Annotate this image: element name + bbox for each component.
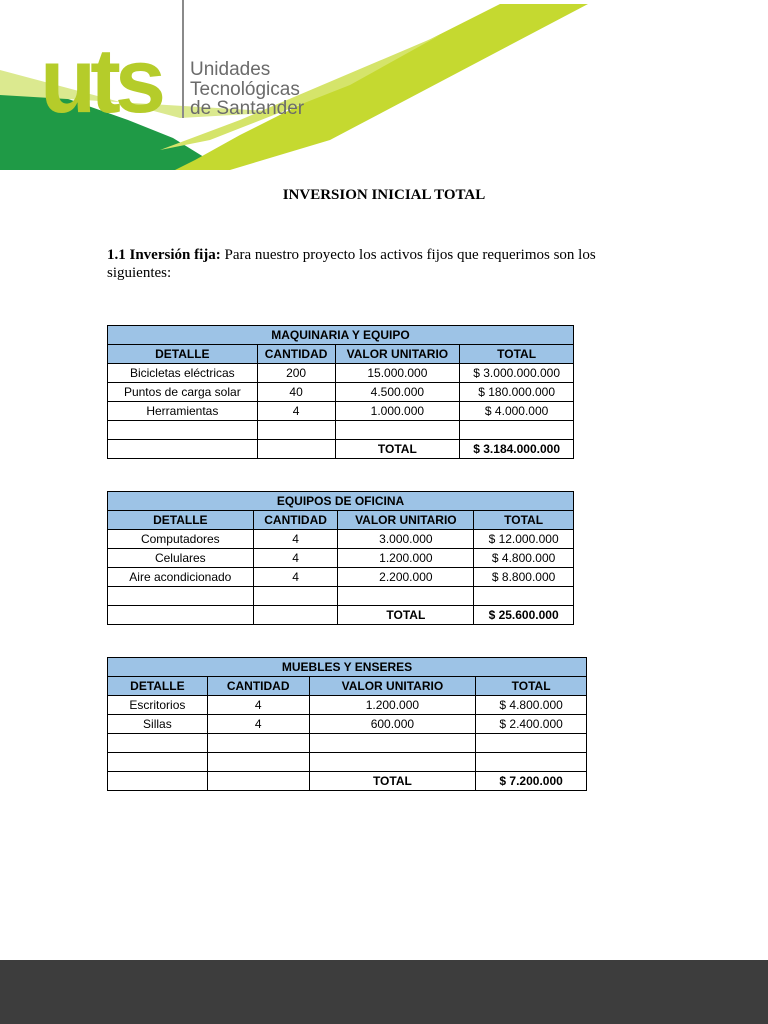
table-row bbox=[108, 696, 587, 715]
cell-valor-unitario bbox=[338, 587, 474, 606]
cell-total: $ 12.000.000 bbox=[474, 530, 574, 549]
cell-empty bbox=[257, 440, 335, 459]
column-header: TOTAL bbox=[476, 677, 587, 696]
cell-detalle: Computadores bbox=[108, 530, 254, 549]
column-header: VALOR UNITARIO bbox=[309, 677, 476, 696]
table-row bbox=[108, 568, 574, 587]
cell-total: $ 4.800.000 bbox=[474, 549, 574, 568]
cell-empty bbox=[207, 772, 309, 791]
column-header: DETALLE bbox=[108, 345, 258, 364]
table-row bbox=[108, 715, 587, 734]
cell-cantidad: 4 bbox=[257, 402, 335, 421]
cell-empty bbox=[108, 772, 208, 791]
table-row bbox=[108, 549, 574, 568]
table-row bbox=[108, 383, 574, 402]
logo-line-2: Tecnológicas bbox=[190, 78, 300, 100]
cell-detalle: Herramientas bbox=[108, 402, 258, 421]
table-muebles-enseres bbox=[107, 657, 587, 791]
cell-valor-unitario bbox=[309, 753, 476, 772]
cell-detalle bbox=[108, 753, 208, 772]
uts-logo-mark bbox=[40, 40, 180, 120]
cell-cantidad bbox=[207, 753, 309, 772]
section-intro bbox=[107, 246, 607, 282]
column-header: VALOR UNITARIO bbox=[335, 345, 460, 364]
cell-cantidad: 40 bbox=[257, 383, 335, 402]
column-header: CANTIDAD bbox=[257, 345, 335, 364]
cell-empty bbox=[108, 440, 258, 459]
column-header: DETALLE bbox=[108, 511, 254, 530]
table-title: MAQUINARIA Y EQUIPO bbox=[108, 326, 574, 345]
table-row bbox=[108, 753, 587, 772]
cell-detalle bbox=[108, 587, 254, 606]
section-label: 1.1 Inversión fija: bbox=[107, 247, 221, 263]
cell-total bbox=[476, 753, 587, 772]
cell-valor-unitario: 1.200.000 bbox=[338, 549, 474, 568]
cell-valor-unitario: 1.000.000 bbox=[335, 402, 460, 421]
cell-cantidad: 200 bbox=[257, 364, 335, 383]
table-maquinaria bbox=[107, 325, 574, 459]
cell-detalle: Sillas bbox=[108, 715, 208, 734]
table-title: MUEBLES Y ENSERES bbox=[108, 658, 587, 677]
cell-empty bbox=[253, 606, 338, 625]
logo-line-3: de Santander bbox=[190, 98, 305, 119]
total-value: $ 7.200.000 bbox=[476, 772, 587, 791]
logo-divider bbox=[182, 0, 184, 118]
column-header: DETALLE bbox=[108, 677, 208, 696]
column-header: CANTIDAD bbox=[207, 677, 309, 696]
cell-detalle bbox=[108, 421, 258, 440]
cell-detalle: Bicicletas eléctricas bbox=[108, 364, 258, 383]
cell-total bbox=[474, 587, 574, 606]
column-header: CANTIDAD bbox=[253, 511, 338, 530]
total-row bbox=[108, 606, 574, 625]
total-value: $ 25.600.000 bbox=[474, 606, 574, 625]
cell-valor-unitario: 2.200.000 bbox=[338, 568, 474, 587]
cell-cantidad bbox=[253, 587, 338, 606]
section-text: Para nuestro proyecto los activos fijos que requerimos son los siguientes: bbox=[107, 247, 596, 281]
cell-total: $ 8.800.000 bbox=[474, 568, 574, 587]
column-header: TOTAL bbox=[460, 345, 574, 364]
cell-total: $ 3.000.000.000 bbox=[460, 364, 574, 383]
cell-valor-unitario: 1.200.000 bbox=[309, 696, 476, 715]
cell-valor-unitario bbox=[335, 421, 460, 440]
column-header: TOTAL bbox=[474, 511, 574, 530]
cell-valor-unitario: 600.000 bbox=[309, 715, 476, 734]
page-title: INVERSION INICIAL TOTAL bbox=[282, 187, 486, 203]
cell-cantidad bbox=[257, 421, 335, 440]
cell-cantidad: 4 bbox=[253, 568, 338, 587]
table-equipos-oficina bbox=[107, 491, 574, 625]
table-row bbox=[108, 734, 587, 753]
cell-detalle: Celulares bbox=[108, 549, 254, 568]
column-header: VALOR UNITARIO bbox=[338, 511, 474, 530]
cell-detalle: Aire acondicionado bbox=[108, 568, 254, 587]
total-row bbox=[108, 772, 587, 791]
cell-valor-unitario: 4.500.000 bbox=[335, 383, 460, 402]
cell-total: $ 4.800.000 bbox=[476, 696, 587, 715]
cell-detalle bbox=[108, 734, 208, 753]
cell-total: $ 180.000.000 bbox=[460, 383, 574, 402]
cell-total: $ 2.400.000 bbox=[476, 715, 587, 734]
footer-bar bbox=[0, 960, 768, 1024]
logo-line-1: Unidades bbox=[190, 59, 271, 80]
cell-cantidad: 4 bbox=[253, 530, 338, 549]
cell-detalle: Escritorios bbox=[108, 696, 208, 715]
total-value: $ 3.184.000.000 bbox=[460, 440, 574, 459]
cell-total bbox=[476, 734, 587, 753]
cell-cantidad: 4 bbox=[253, 549, 338, 568]
table-row bbox=[108, 364, 574, 383]
cell-valor-unitario: 3.000.000 bbox=[338, 530, 474, 549]
cell-valor-unitario bbox=[309, 734, 476, 753]
table-row bbox=[108, 402, 574, 421]
cell-cantidad: 4 bbox=[207, 696, 309, 715]
total-row bbox=[108, 440, 574, 459]
cell-valor-unitario: 15.000.000 bbox=[335, 364, 460, 383]
cell-cantidad bbox=[207, 734, 309, 753]
cell-empty bbox=[108, 606, 254, 625]
cell-cantidad: 4 bbox=[207, 715, 309, 734]
total-label: TOTAL bbox=[335, 440, 460, 459]
table-row bbox=[108, 421, 574, 440]
table-row bbox=[108, 587, 574, 606]
total-label: TOTAL bbox=[338, 606, 474, 625]
cell-total bbox=[460, 421, 574, 440]
table-row bbox=[108, 530, 574, 549]
logo-mark-text: uts bbox=[40, 40, 160, 120]
cell-total: $ 4.000.000 bbox=[460, 402, 574, 421]
logo-name bbox=[190, 60, 350, 119]
total-label: TOTAL bbox=[309, 772, 476, 791]
cell-detalle: Puntos de carga solar bbox=[108, 383, 258, 402]
table-title: EQUIPOS DE OFICINA bbox=[108, 492, 574, 511]
